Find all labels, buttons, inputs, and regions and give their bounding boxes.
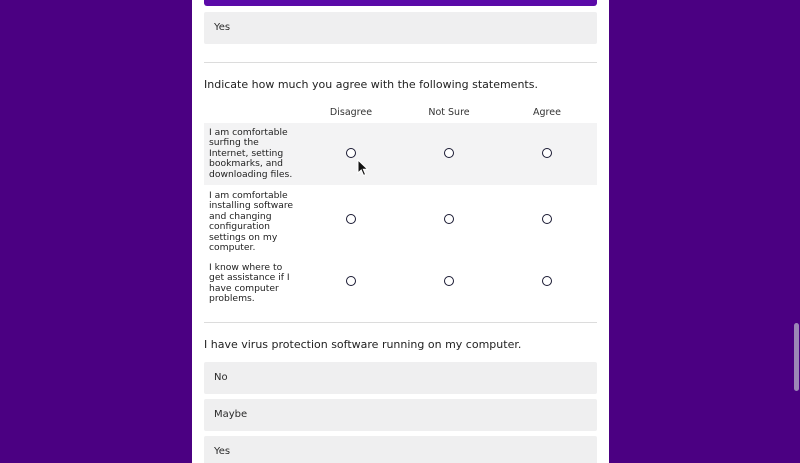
column-header-not-sure: Not Sure	[428, 107, 470, 118]
radio-not-sure[interactable]	[444, 276, 454, 286]
matrix-row	[204, 185, 597, 255]
scrollbar-thumb[interactable]	[794, 323, 799, 391]
statement-text: I am comfortable installing software and changing configuration settings on my computer.	[209, 190, 294, 254]
matrix-row	[204, 123, 597, 185]
divider	[204, 322, 597, 323]
question-prompt-agreement: Indicate how much you agree with the following statements.	[204, 78, 538, 91]
option-no[interactable]: No	[204, 362, 597, 394]
radio-agree[interactable]	[542, 148, 552, 158]
radio-disagree[interactable]	[346, 214, 356, 224]
radio-agree[interactable]	[542, 214, 552, 224]
matrix-row	[204, 257, 597, 312]
column-header-agree: Agree	[533, 107, 561, 118]
previous-option-yes[interactable]: Yes	[204, 12, 597, 44]
survey-page	[192, 0, 609, 463]
option-yes[interactable]: Yes	[204, 436, 597, 463]
selected-option-bar[interactable]	[204, 0, 597, 6]
statement-text: I am comfortable surfing the Internet, setting bookmarks, and downloading files.	[209, 127, 293, 180]
mouse-pointer-icon	[357, 159, 369, 177]
radio-disagree[interactable]	[346, 276, 356, 286]
option-maybe[interactable]: Maybe	[204, 399, 597, 431]
radio-not-sure[interactable]	[444, 148, 454, 158]
question-prompt-virus: I have virus protection software running on my computer.	[204, 338, 522, 351]
radio-agree[interactable]	[542, 276, 552, 286]
radio-not-sure[interactable]	[444, 214, 454, 224]
column-header-disagree: Disagree	[329, 107, 373, 118]
divider	[204, 62, 597, 63]
statement-text: I know where to get assistance if I have computer problems.	[209, 262, 290, 305]
radio-disagree[interactable]	[346, 148, 356, 158]
